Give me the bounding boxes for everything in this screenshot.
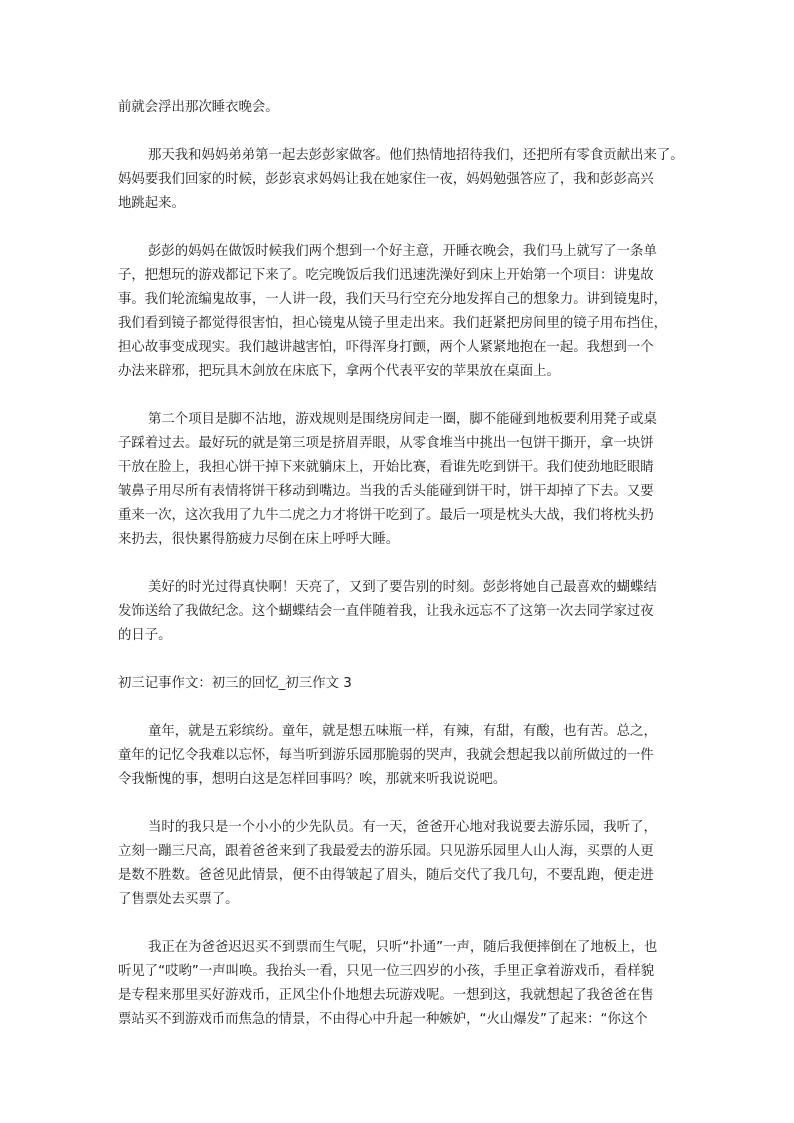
text-line: 重来一次，这次我用了九牛二虎之力才将饼干吃到了。最后一项是枕头大战，我们将枕头扔: [118, 508, 654, 523]
text-line: 的日子。: [118, 628, 172, 643]
text-line: 干放在脸上，我担心饼干掉下来就躺床上，开始比赛，看谁先吃到饼干。我们使劲地眨眼睛: [118, 460, 654, 475]
paragraph: [118, 816, 678, 912]
paragraph: [118, 936, 678, 1032]
body-text-top: [118, 96, 684, 648]
text-line: 了售票处去买票了。: [118, 892, 239, 907]
text-line: 来扔去，很快累得筋疲力尽倒在床上呼呼大睡。: [118, 532, 400, 547]
text-line: 我正在为爸爸迟迟买不到票而生气呢，只听“扑通”一声，随后我便摔倒在了地板上，也: [148, 940, 658, 955]
document-page: [118, 0, 684, 1056]
text-line: 那天我和妈妈弟弟第一起去彭彭家做客。他们热情地招待我们，还把所有零食贡献出来了。: [148, 148, 684, 163]
text-line: 是专程来那里买好游戏币，正风尘仆仆地想去玩游戏呢。一想到这，我就想起了我爸爸在售: [118, 988, 654, 1003]
text-line: 子踩着过去。最好玩的就是第三项是挤眉弄眼，从零食堆当中挑出一包饼干撕开，拿一块饼: [118, 436, 654, 451]
paragraph: [118, 96, 678, 120]
text-line: 事。我们轮流编鬼故事，一人讲一段，我们天马行空充分地发挥自己的想象力。讲到镜鬼时，: [118, 292, 668, 307]
paragraph: [118, 576, 678, 648]
text-line: 地跳起来。: [118, 196, 185, 211]
text-line: 妈妈要我们回家的时候，彭彭哀求妈妈让我在她家住一夜，妈妈勉强答应了，我和彭彭高兴: [118, 172, 654, 187]
text-line: 美好的时光过得真快啊！天亮了，又到了要告别的时刻。彭彭将她自己最喜欢的蝴蝶结: [148, 580, 657, 595]
text-line: 票站买不到游戏币而焦急的情景，不由得心中升起一种嫉妒，“火山爆发”了起来：“你这个: [118, 1012, 648, 1027]
body-text-bottom: [118, 720, 678, 1032]
text-line: 童年的记忆令我难以忘怀，每当听到游乐园那脆弱的哭声，我就会想起我以前所做过的一件: [118, 748, 654, 763]
text-line: 担心故事变成现实。我们越讲越害怕，吓得浑身打颤，两个人紧紧地抱在一起。我想到一个: [118, 340, 654, 355]
text-line: 办法来辟邪，把玩具木剑放在床底下，拿两个代表平安的苹果放在桌面上。: [118, 364, 560, 379]
text-line: 彭彭的妈妈在做饭时候我们两个想到一个好主意，开睡衣晚会，我们马上就写了一条单: [148, 244, 657, 259]
text-line: 是数不胜数。爸爸见此情景，便不由得皱起了眉头，随后交代了我几句，不要乱跑，便走进: [118, 868, 654, 883]
paragraph: [118, 408, 678, 552]
text-line: 前就会浮出那次睡衣晚会。: [118, 100, 279, 115]
text-line: 童年，就是五彩缤纷。童年，就是想五味瓶一样，有辣，有甜，有酸，也有苦。总之，: [148, 724, 657, 739]
text-line: 立刻一蹦三尺高，跟着爸爸来到了我最爱去的游乐园。只见游乐园里人山人海，买票的人更: [118, 844, 654, 859]
text-line: 令我惭愧的事，想明白这是怎样回事吗？唉，那就来听我说说吧。: [118, 772, 507, 787]
text-line: 第二个项目是脚不沾地，游戏规则是围绕房间走一圈，脚不能碰到地板要利用凳子或桌: [148, 412, 657, 427]
paragraph: [118, 240, 678, 384]
text-line: 皱鼻子用尽所有表情将饼干移动到嘴边。当我的舌头能碰到饼干时，饼干却掉了下去。又要: [118, 484, 654, 499]
paragraph: [118, 144, 684, 216]
text-line: 听见了“哎哟”一声叫唤。我抬头一看，只见一位三四岁的小孩，手里正拿着游戏币，看样貌: [118, 964, 655, 979]
section-heading: 初三记事作文：初三的回忆_初三作文 3: [118, 676, 352, 691]
text-line: 子，把想玩的游戏都记下来了。吃完晚饭后我们迅速洗澡好到床上开始第一个项目：讲鬼故: [118, 268, 654, 283]
text-line: 发饰送给了我做纪念。这个蝴蝶结会一直伴随着我，让我永远忘不了这第一次去同学家过夜: [118, 604, 654, 619]
text-line: 我们看到镜子都觉得很害怕，担心镜鬼从镜子里走出来。我们赶紧把房间里的镜子用布挡住，: [118, 316, 668, 331]
paragraph: [118, 720, 678, 792]
text-line: 当时的我只是一个小小的少先队员。有一天，爸爸开心地对我说要去游乐园，我听了，: [148, 820, 657, 835]
